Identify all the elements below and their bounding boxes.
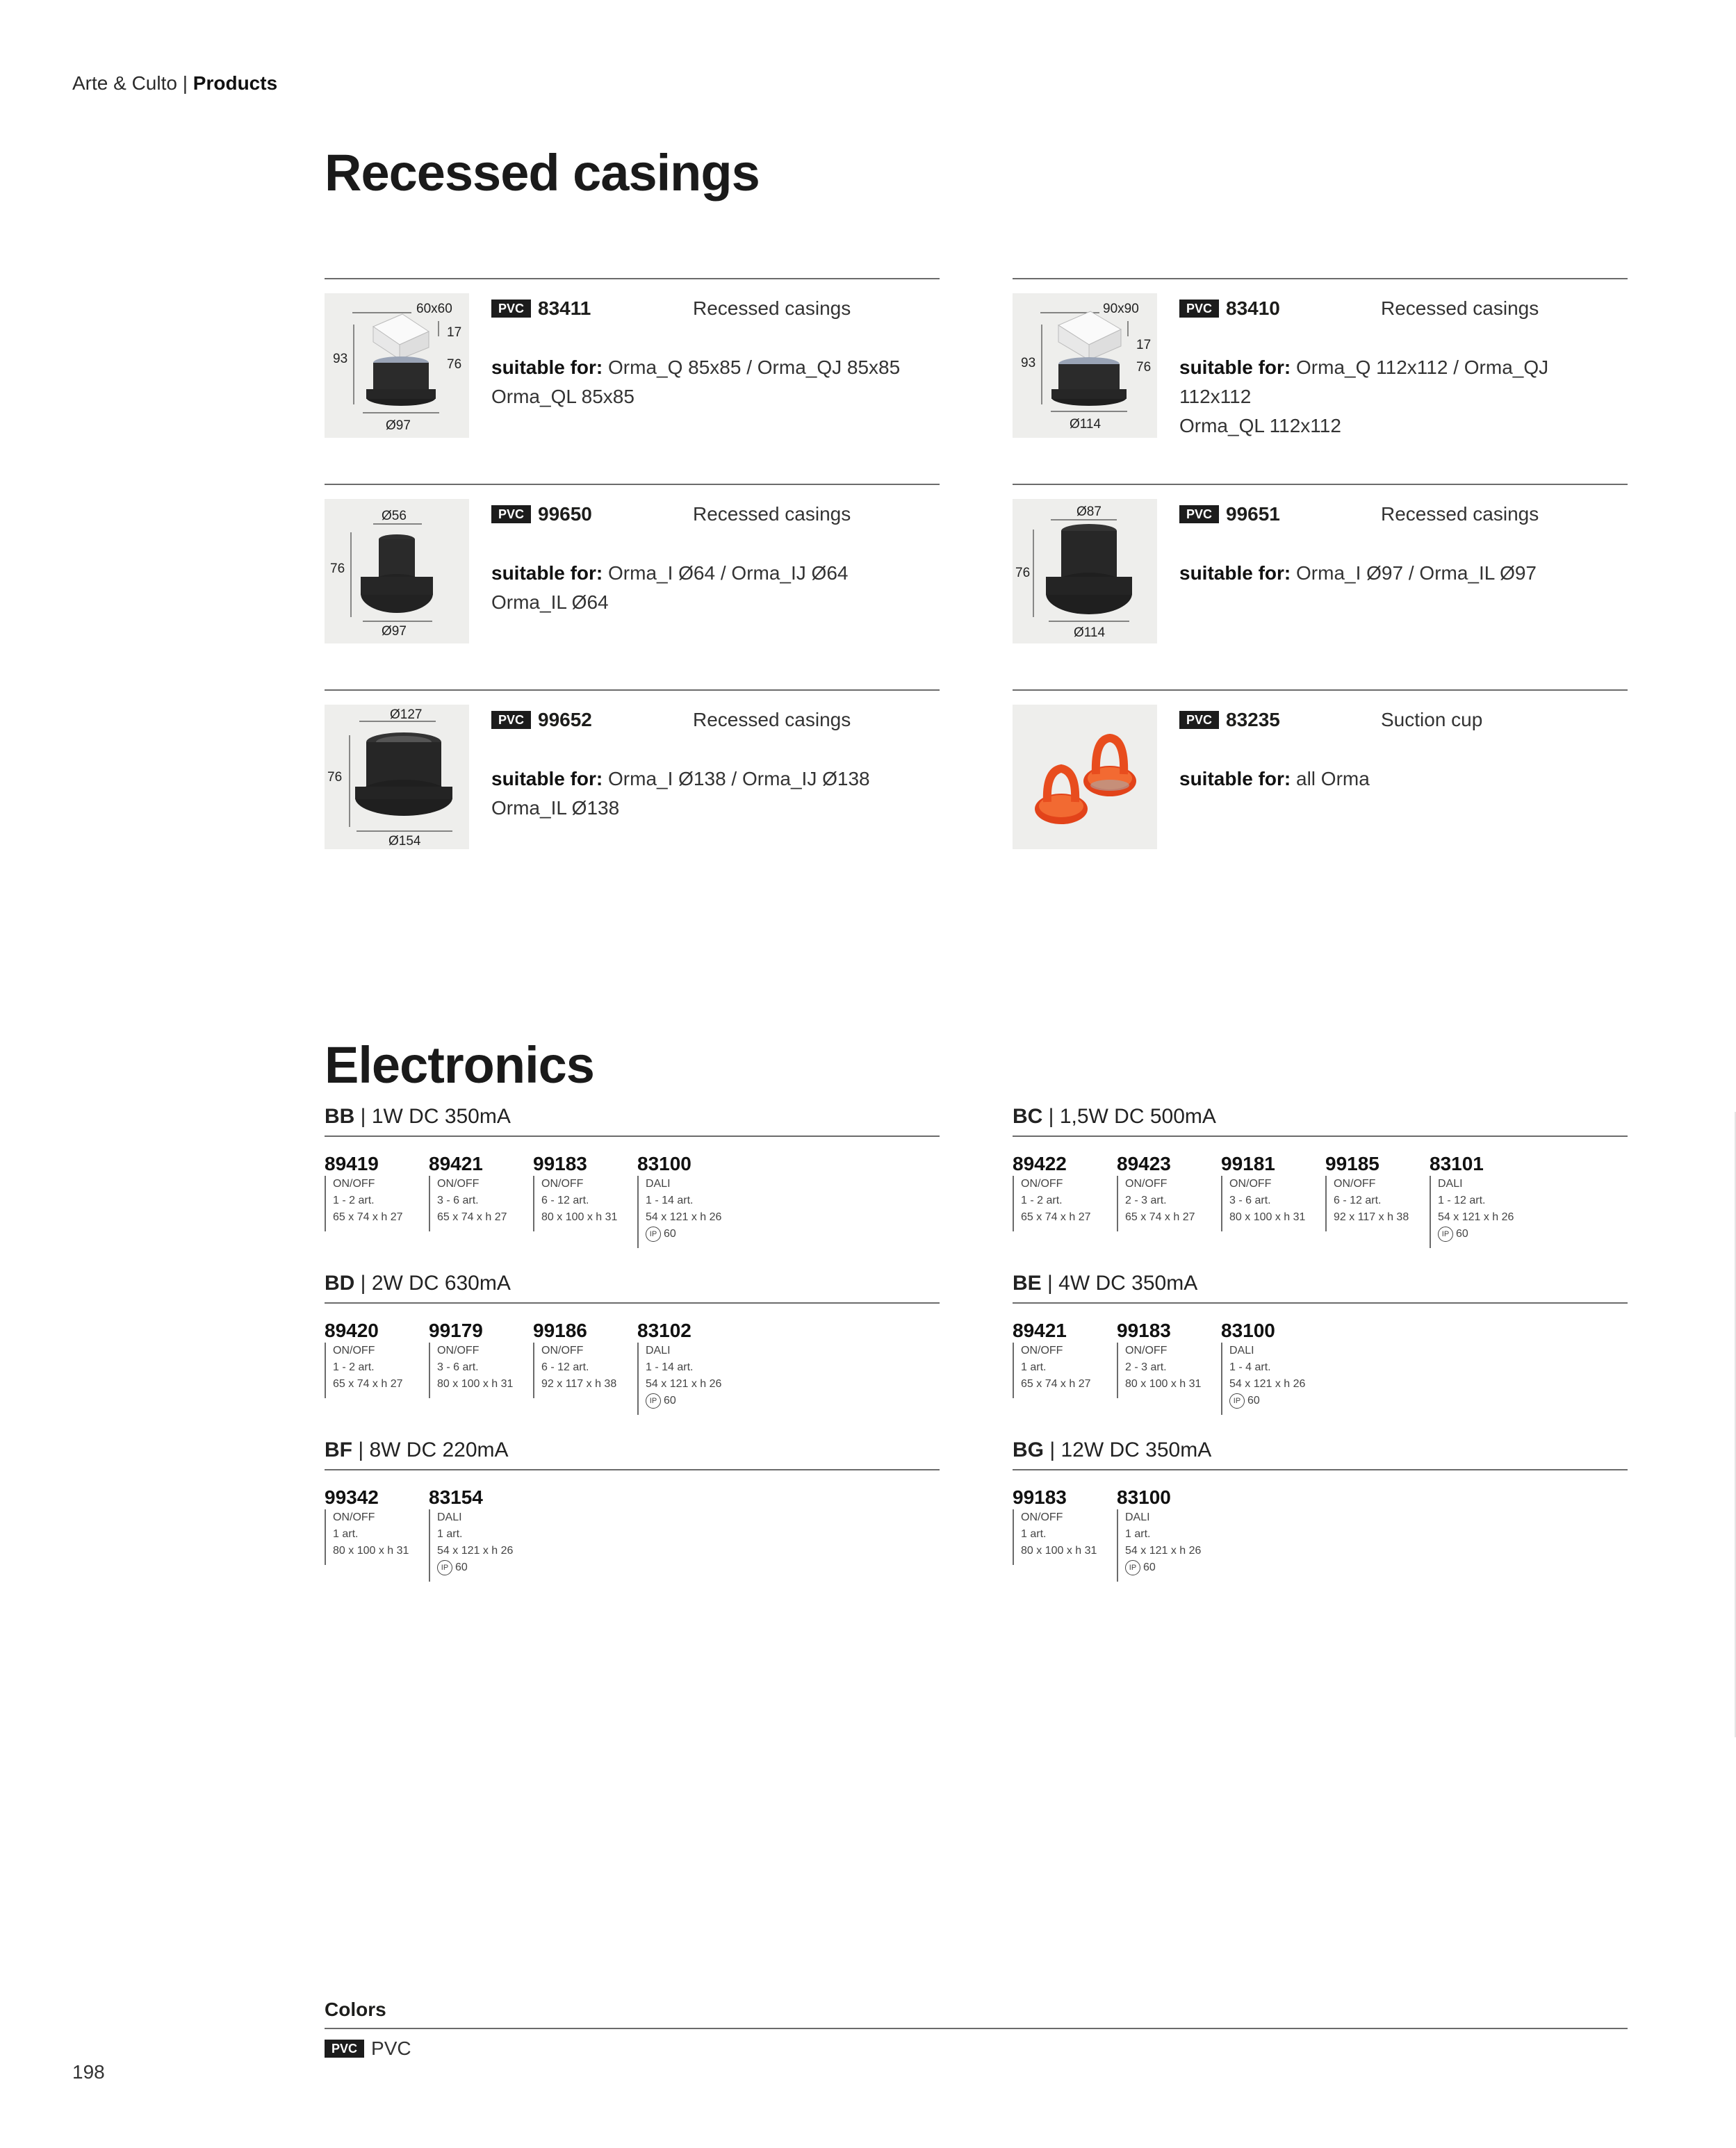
driver-item[interactable]: 99183 ON/OFF 6 - 12 art. 80 x 100 x h 31	[533, 1154, 637, 1231]
svg-text:90x90: 90x90	[1103, 302, 1139, 316]
ip-rating-icon: IP	[1438, 1227, 1453, 1242]
svg-text:76: 76	[1136, 360, 1152, 375]
svg-text:Ø97: Ø97	[382, 624, 407, 639]
ip-rating: 60	[664, 1395, 676, 1407]
driver-item[interactable]: 89419 ON/OFF 1 - 2 art. 65 x 74 x h 27	[325, 1154, 429, 1231]
svg-text:Ø114: Ø114	[1070, 417, 1102, 432]
driver-group-bg: BG | 12W DC 350mA 99183 ON/OFF 1 art. 80 x 100 x h 31 83100 DALI 1 art. 54 x 121 x h 26 IP 60	[1013, 1438, 1628, 1575]
driver-item[interactable]: 83101 DALI 1 - 12 art. 54 x 121 x h 26 IP 60	[1430, 1154, 1534, 1248]
product-card-83410[interactable]	[1013, 278, 1628, 441]
product-card-83235[interactable]	[1013, 689, 1628, 852]
product-type: Suction cup	[1381, 709, 1483, 730]
svg-text:76: 76	[327, 770, 343, 785]
driver-group-bc: BC | 1,5W DC 500mA 89422 ON/OFF 1 - 2 art. 65 x 74 x h 27 89423 ON/OFF 2 - 3 art. 65 x 74 x h 27 99181 ON/OFF 3 - 6 art. 80 x 100 x h 31 99185 ON/OFF 6 - 12 art. 92 x 117 x h 38 83101 DALI 1 - 12 art. 54 x 121 x h 26 IP 60	[1013, 1105, 1628, 1241]
suitable-line-2: Orma_IL Ø64	[491, 591, 609, 613]
group-code: BF	[325, 1438, 352, 1461]
suitable-line-2: Orma_QL 85x85	[491, 386, 634, 407]
page-number: 198	[72, 2061, 105, 2083]
product-type: Recessed casings	[693, 709, 851, 730]
material-badge: PVC	[1179, 505, 1219, 523]
material-badge: PVC	[491, 505, 531, 523]
suitable-line-1: Orma_I Ø97 / Orma_IL Ø97	[1296, 562, 1537, 584]
product-type: Recessed casings	[1381, 297, 1539, 319]
product-code: 83410	[1226, 297, 1280, 319]
group-code: BC	[1013, 1105, 1043, 1128]
suitable-label: suitable for:	[1179, 356, 1291, 378]
product-drawing	[1013, 499, 1157, 643]
suitable-for	[1179, 353, 1617, 441]
svg-text:60x60: 60x60	[416, 302, 452, 316]
group-code: BE	[1013, 1272, 1042, 1295]
suitable-label: suitable for:	[1179, 562, 1291, 584]
breadcrumb-section[interactable]: Arte & Culto	[72, 72, 177, 94]
driver-item[interactable]: 83154 DALI 1 art. 54 x 121 x h 26 IP 60	[429, 1487, 533, 1582]
suitable-line-1: Orma_I Ø64 / Orma_IJ Ø64	[608, 562, 849, 584]
suitable-for	[491, 764, 929, 823]
svg-text:93: 93	[333, 352, 348, 366]
group-code: BG	[1013, 1438, 1044, 1461]
suitable-line-1: Orma_I Ø138 / Orma_IJ Ø138	[608, 768, 870, 789]
product-drawing	[325, 293, 469, 438]
material-badge: PVC	[1179, 300, 1219, 318]
material-badge: PVC	[1179, 711, 1219, 729]
svg-text:76: 76	[330, 561, 345, 576]
svg-text:Ø154: Ø154	[388, 834, 421, 848]
driver-item[interactable]: 99179 ON/OFF 3 - 6 art. 80 x 100 x h 31	[429, 1320, 533, 1398]
ip-rating-icon: IP	[437, 1560, 452, 1575]
suitable-label: suitable for:	[491, 768, 603, 789]
product-drawing	[325, 499, 469, 643]
product-card-83411[interactable]	[325, 278, 940, 441]
driver-item[interactable]: 89421 ON/OFF 1 art. 65 x 74 x h 27	[1013, 1320, 1117, 1398]
product-card-99651[interactable]	[1013, 484, 1628, 646]
group-spec: 4W DC 350mA	[1058, 1272, 1198, 1295]
driver-item[interactable]: 89420 ON/OFF 1 - 2 art. 65 x 74 x h 27	[325, 1320, 429, 1398]
svg-text:Ø56: Ø56	[382, 509, 407, 523]
product-code: 83235	[1226, 708, 1280, 730]
colors-heading: Colors	[325, 1999, 1628, 2029]
color-label: PVC	[371, 2037, 411, 2059]
ip-rating: 60	[1456, 1228, 1468, 1240]
driver-item[interactable]: 99185 ON/OFF 6 - 12 art. 92 x 117 x h 38	[1325, 1154, 1430, 1231]
group-spec: 12W DC 350mA	[1061, 1438, 1212, 1461]
driver-group-bb: BB | 1W DC 350mA 89419 ON/OFF 1 - 2 art. 65 x 74 x h 27 89421 ON/OFF 3 - 6 art. 65 x 74 x h 27 99183 ON/OFF 6 - 12 art. 80 x 100 x h 31 83100 DALI 1 - 14 art. 54 x 121 x h 26 IP 60	[325, 1105, 940, 1241]
driver-group-bd: BD | 2W DC 630mA 89420 ON/OFF 1 - 2 art. 65 x 74 x h 27 99179 ON/OFF 3 - 6 art. 80 x 100 x h 31 99186 ON/OFF 6 - 12 art. 92 x 117 x h 38 83102 DALI 1 - 14 art. 54 x 121 x h 26 IP 60	[325, 1272, 940, 1408]
suitable-label: suitable for:	[491, 356, 603, 378]
driver-item[interactable]: 83100 DALI 1 - 4 art. 54 x 121 x h 26 IP 60	[1221, 1320, 1325, 1415]
group-code: BB	[325, 1105, 355, 1128]
product-code: 99652	[538, 708, 592, 730]
suitable-line-2: Orma_QL 112x112	[1179, 415, 1341, 436]
svg-text:Ø87: Ø87	[1076, 505, 1102, 519]
suitable-for	[1179, 559, 1617, 588]
suitable-line-1: Orma_Q 85x85 / Orma_QJ 85x85	[608, 356, 901, 378]
ip-rating-icon: IP	[1229, 1393, 1245, 1409]
electronics-title: Electronics	[325, 1036, 594, 1094]
ip-rating-icon: IP	[646, 1393, 661, 1409]
driver-item[interactable]: 99181 ON/OFF 3 - 6 art. 80 x 100 x h 31	[1221, 1154, 1325, 1231]
driver-group-be: BE | 4W DC 350mA 89421 ON/OFF 1 art. 65 x 74 x h 27 99183 ON/OFF 2 - 3 art. 80 x 100 x h 31 83100 DALI 1 - 4 art. 54 x 121 x h 26 IP 60	[1013, 1272, 1628, 1408]
suitable-label: suitable for:	[491, 562, 603, 584]
svg-text:Ø127: Ø127	[390, 707, 423, 722]
product-card-99652[interactable]	[325, 689, 940, 852]
suitable-label: suitable for:	[1179, 768, 1291, 789]
svg-text:76: 76	[447, 357, 462, 372]
ip-rating: 60	[664, 1228, 676, 1240]
product-drawing	[1013, 293, 1157, 438]
recessed-casings-title: Recessed casings	[325, 144, 760, 202]
suitable-line-1: all Orma	[1296, 768, 1370, 789]
suitable-line-1: Orma_Q 112x112 / Orma_QJ 112x112	[1179, 356, 1549, 407]
product-type: Recessed casings	[693, 503, 851, 525]
driver-item[interactable]: 83102 DALI 1 - 14 art. 54 x 121 x h 26 IP 60	[637, 1320, 742, 1415]
group-spec: 2W DC 630mA	[371, 1272, 511, 1295]
ip-rating-icon: IP	[646, 1227, 661, 1242]
group-spec: 8W DC 220mA	[369, 1438, 509, 1461]
svg-text:Ø97: Ø97	[386, 418, 411, 433]
driver-group-bf: BF | 8W DC 220mA 99342 ON/OFF 1 art. 80 x 100 x h 31 83154 DALI 1 art. 54 x 121 x h 26 IP 60	[325, 1438, 940, 1575]
product-code: 99650	[538, 502, 592, 525]
driver-item[interactable]: 83100 DALI 1 art. 54 x 121 x h 26 IP 60	[1117, 1487, 1221, 1582]
driver-item[interactable]: 83100 DALI 1 - 14 art. 54 x 121 x h 26 IP 60	[637, 1154, 742, 1248]
suitable-for	[1179, 764, 1617, 794]
product-drawing	[325, 705, 469, 849]
suitable-for	[491, 559, 929, 617]
driver-item[interactable]: 99183 ON/OFF 1 art. 80 x 100 x h 31	[1013, 1487, 1117, 1565]
group-code: BD	[325, 1272, 355, 1295]
material-badge: PVC	[325, 2040, 364, 2058]
material-badge: PVC	[491, 711, 531, 729]
breadcrumb-separator: |	[182, 72, 188, 94]
svg-text:76: 76	[1015, 566, 1031, 580]
group-spec: 1W DC 350mA	[371, 1105, 511, 1128]
suction-cup-photo	[1013, 705, 1157, 849]
breadcrumb-current: Products	[193, 72, 278, 94]
product-type: Recessed casings	[693, 297, 851, 319]
breadcrumb	[72, 72, 277, 95]
driver-item[interactable]: 99186 ON/OFF 6 - 12 art. 92 x 117 x h 38	[533, 1320, 637, 1398]
ip-rating: 60	[1247, 1395, 1260, 1407]
product-code: 99651	[1226, 502, 1280, 525]
driver-item[interactable]: 99342 ON/OFF 1 art. 80 x 100 x h 31	[325, 1487, 429, 1565]
color-swatch-pvc	[325, 2036, 411, 2060]
ip-rating-icon: IP	[1125, 1560, 1140, 1575]
driver-item[interactable]: 89422 ON/OFF 1 - 2 art. 65 x 74 x h 27	[1013, 1154, 1117, 1231]
svg-text:Ø114: Ø114	[1074, 625, 1106, 640]
svg-text:17: 17	[447, 325, 462, 340]
svg-text:93: 93	[1021, 356, 1036, 370]
driver-item[interactable]: 89423 ON/OFF 2 - 3 art. 65 x 74 x h 27	[1117, 1154, 1221, 1231]
group-spec: 1,5W DC 500mA	[1059, 1105, 1216, 1128]
ip-rating: 60	[455, 1561, 468, 1573]
suitable-for	[491, 353, 929, 411]
svg-text:17: 17	[1136, 338, 1152, 352]
suitable-line-2: Orma_IL Ø138	[491, 797, 620, 819]
product-card-99650[interactable]	[325, 484, 940, 646]
driver-item[interactable]: 99183 ON/OFF 2 - 3 art. 80 x 100 x h 31	[1117, 1320, 1221, 1398]
material-badge: PVC	[491, 300, 531, 318]
product-type: Recessed casings	[1381, 503, 1539, 525]
product-code: 83411	[538, 297, 591, 319]
driver-item[interactable]: 89421 ON/OFF 3 - 6 art. 65 x 74 x h 27	[429, 1154, 533, 1231]
ip-rating: 60	[1143, 1561, 1156, 1573]
